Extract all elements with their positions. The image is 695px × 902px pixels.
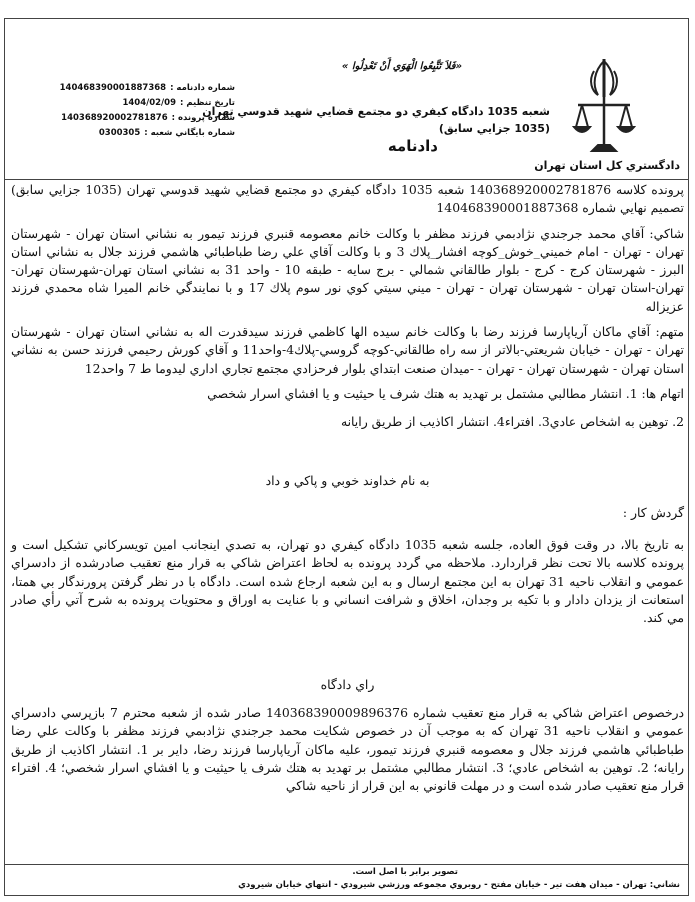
meta-row <box>61 111 235 126</box>
god-title: به نام خداوند خوبي و پاكي و داد <box>265 472 430 488</box>
document-footer <box>5 864 688 895</box>
document-page <box>4 18 689 896</box>
vote-paragraph: درخصوص اعتراض شاكي به قرار منع تعقيب شماره 140368390009896376 صادر شده از شعبه محترم 7 بازپرسي دادسراي عمومي و انقلاب ناحيه 31 تهران كه به موجب آن در خصوص شكايت محمد جرجندي نژادبمي فرزند مظفر با وكالت علي رضا طباطبائي هاشمي فرزند جلال و معصومه قنبري فرزند تيمور، عليه ماكان آرياپارسا فرزند رضا، داير بر 1. انتشار اكاذيب از طريق رايانه؛ 2. توهين به اشخاص عادي؛ 3. انتشار مطالبي مشتمل بر تهديد به هتك شرف يا حيثيت و يا افشاي اسرار شخصي؛ 4. افتراء قرار منع تعقيب صادر شده است و در مهلت قانوني به اين قرار از ناحيه شاكي <box>11 704 685 794</box>
defendant-paragraph: متهم: آقاي ماكان آرياپارسا فرزند رضا با وكالت خانم سيده الها كاظمي فرزند سيدقدرت اله به نشاني استان تهران - شهرستان تهران - تهران - خيابان شريعتي-بالاتر از سه راه طالقاني-كوچه گروسي-پلاك4-واحد11 و آقاي كورش رحيمي فرزند حسن به نشاني استان تهران - شهرستان تهران - تهران - -ميدان صنعت ابتداي بلوار فرحزادي مجتمع تجاري اداري ليدوما ط 7 واحد12 <box>11 324 684 376</box>
iran-emblem-scales-icon <box>572 57 636 157</box>
copy-note: تصوير برابر با اصل است. <box>352 867 458 877</box>
proceedings-paragraph: به تاريخ بالا، در وقت فوق العاده، جلسه شعبه 1035 دادگاه كيفري دو تهران، به تصدي اينجانب امين تويسركاني تشكيل است و پرونده كلاسه بالا تحت نظر قراردارد. ملاحظه مي گردد پرونده به لحاظ اعتراض شاكي به قرار منع تعقيب صادرشده از دادسراي عمومي و انقلاب ناحيه 31 تهران به اين مجتمع ارسال و به اين شعبه ارجاع شده است. دادگاه با در نظر گرفتن پرورندگار بي همتا، استعانت از يزدان دادار و با تكيه بر وجدان، اخلاق و شرافت انساني و با عنايت به اوراق و محتويات پرونده به شرح آتي رأي صادر مي كند. <box>11 537 684 626</box>
document-header <box>5 19 688 180</box>
charges-line-1: اتهام ها: 1. انتشار مطالبي مشتمل بر تهديد به هتك شرف يا حيثيت و يا افشاي اسرار شخصي <box>207 385 684 401</box>
court-address: نشاني: تهران - ميدان هفت تير - خيابان مفتح - روبروي مجموعه ورزشي شيرودي - انتهاي خيابان شيرودي <box>238 880 680 890</box>
case-intro: پرونده كلاسه 140368920002781876 شعبه 1035 دادگاه كيفري دو مجتمع قضايي شهيد قدوسي تهران (1035 جزايي سابق) تصميم نهايي شماره 140468390001887368 <box>11 182 684 216</box>
proceedings-title: گردش كار : <box>622 504 684 520</box>
meta-row <box>59 81 235 96</box>
branch-line-1: شعبه 1035 دادگاه كيفري دو مجتمع قضايي شهيد قدوسي تهران <box>202 105 550 118</box>
meta-row <box>75 96 235 111</box>
document-body <box>11 181 684 802</box>
meta-value: 0300305 <box>98 128 141 138</box>
meta-label: شماره پرونده : <box>171 113 235 123</box>
document-title: دادنامه <box>387 137 438 155</box>
vote-title: راي دادگاه <box>320 676 375 692</box>
meta-value: 140468390001887368 <box>59 83 167 93</box>
court-name: دادگستري كل استان تهران <box>534 159 680 172</box>
meta-value: 1404/02/09 <box>122 98 176 108</box>
meta-label: تاريخ تنظيم : <box>180 98 235 108</box>
meta-label: شماره بايگاني شعبه : <box>144 128 235 138</box>
charges-line-2: 2. توهين به اشخاص عادي3. افتراء4. انتشار اكاذيب از طريق رايانه <box>340 414 684 430</box>
meta-value: 140368920002781876 <box>61 113 168 123</box>
case-meta <box>59 81 235 141</box>
quran-verse: «فَلاَ تَتَّبِعُوا الْهَوَي أَنْ تَعْدِلُوا » <box>341 61 462 72</box>
plaintiff-paragraph: شاكي: آقاي محمد جرجندي نژادبمي فرزند مظفر با وكالت خانم معصومه قنبري فرزند تيمور به نشاني استان تهران - شهرستان تهران - تهران - امام خميني_خوش_كوچه افشار_پلاك 3 و با وكالت آقاي علي رضا طباطبائي هاشمي فرزند جلال به نشاني استان البرز - شهرستان كرج - كرج - بلوار طالقاني شمالي - برج سايه - طبقه 10 - واحد 31 به نشاني استان تهران-شهرستان تهران-تهران-استان تهران - شهرستان تهران - تهران - ميني سيتي كوي نور سوم پلاك 17 و با نمايندگي خانم الميرا شاه محمدي فرزند عزيزاله <box>11 225 685 314</box>
meta-row <box>75 126 235 141</box>
meta-label: شماره دادنامه : <box>170 83 235 93</box>
branch-line-2: (1035 جزايي سابق) <box>438 122 550 135</box>
